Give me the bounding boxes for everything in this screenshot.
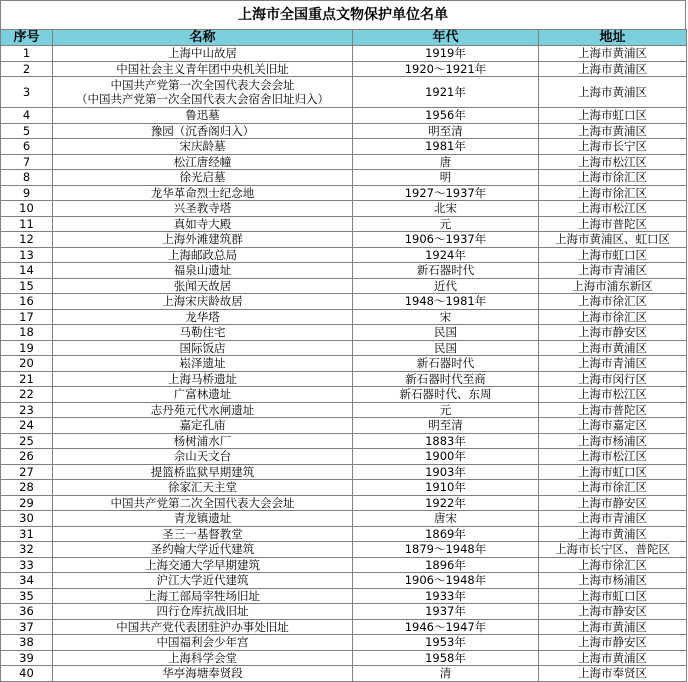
cell-no[interactable]: 25 [1, 433, 53, 449]
cell-name[interactable]: 福泉山遗址 [53, 263, 353, 279]
cell-no[interactable]: 33 [1, 557, 53, 573]
table-row [1, 309, 687, 325]
cell-no[interactable]: 17 [1, 309, 53, 325]
cell-address[interactable]: 上海市青浦区 [539, 263, 687, 279]
cell-no[interactable]: 4 [1, 108, 53, 124]
cell-no[interactable]: 29 [1, 495, 53, 511]
cell-no[interactable]: 15 [1, 278, 53, 294]
cell-name[interactable]: 广富林遗址 [53, 387, 353, 403]
cell-name[interactable]: 中国社会主义青年团中央机关旧址 [53, 61, 353, 77]
cell-no[interactable]: 39 [1, 650, 53, 666]
cell-era[interactable]: 新石器时代 [353, 356, 539, 372]
cell-era[interactable]: 明 [353, 170, 539, 186]
cell-name[interactable]: 中国福利会少年宫 [53, 635, 353, 651]
cell-no[interactable]: 22 [1, 387, 53, 403]
table-row [1, 201, 687, 217]
cell-no[interactable]: 32 [1, 542, 53, 558]
cell-address[interactable]: 上海市闵行区 [539, 371, 687, 387]
cell-address[interactable]: 上海市虹口区 [539, 108, 687, 124]
cell-era[interactable]: 民国 [353, 325, 539, 341]
table-row [1, 464, 687, 480]
cell-address[interactable]: 上海市杨浦区 [539, 433, 687, 449]
table-row [1, 154, 687, 170]
cell-name[interactable]: 上海工部局宰牲场旧址 [53, 588, 353, 604]
table-row [1, 480, 687, 496]
cell-address[interactable]: 上海市徐汇区 [539, 294, 687, 310]
cell-no[interactable]: 14 [1, 263, 53, 279]
table-row [1, 139, 687, 155]
cell-era[interactable]: 近代 [353, 278, 539, 294]
heritage-table [0, 29, 687, 682]
cell-no[interactable]: 5 [1, 123, 53, 139]
cell-address[interactable]: 上海市青浦区 [539, 356, 687, 372]
cell-no[interactable]: 20 [1, 356, 53, 372]
cell-address[interactable]: 上海市静安区 [539, 635, 687, 651]
table-row [1, 232, 687, 248]
cell-no[interactable]: 1 [1, 46, 53, 62]
cell-name[interactable]: 国际饭店 [53, 340, 353, 356]
cell-address[interactable]: 上海市黄浦区 [539, 619, 687, 635]
cell-name[interactable]: 上海邮政总局 [53, 247, 353, 263]
cell-era[interactable]: 1927～1937年 [353, 185, 539, 201]
cell-no[interactable]: 40 [1, 666, 53, 682]
cell-no[interactable]: 38 [1, 635, 53, 651]
cell-address[interactable]: 上海市松江区 [539, 387, 687, 403]
table-row [1, 650, 687, 666]
cell-era[interactable]: 北宋 [353, 201, 539, 217]
cell-era[interactable]: 民国 [353, 340, 539, 356]
cell-no[interactable]: 31 [1, 526, 53, 542]
table-row [1, 511, 687, 527]
cell-era[interactable]: 1920～1921年 [353, 61, 539, 77]
cell-no[interactable]: 23 [1, 402, 53, 418]
cell-address[interactable]: 上海市青浦区 [539, 511, 687, 527]
cell-era[interactable]: 明至清 [353, 123, 539, 139]
cell-address[interactable]: 上海市普陀区 [539, 216, 687, 232]
cell-address[interactable]: 上海市虹口区 [539, 464, 687, 480]
cell-era[interactable]: 1919年 [353, 46, 539, 62]
cell-no[interactable]: 27 [1, 464, 53, 480]
table-row [1, 666, 687, 682]
table-row [1, 387, 687, 403]
cell-no[interactable]: 3 [1, 77, 53, 108]
table-row [1, 123, 687, 139]
cell-address[interactable]: 上海市徐汇区 [539, 170, 687, 186]
cell-era[interactable]: 1937年 [353, 604, 539, 620]
cell-name[interactable] [53, 77, 353, 108]
cell-era[interactable]: 1879～1948年 [353, 542, 539, 558]
cell-era[interactable]: 1981年 [353, 139, 539, 155]
cell-name[interactable]: 上海外滩建筑群 [53, 232, 353, 248]
table-row [1, 402, 687, 418]
cell-name[interactable]: 杨树浦水厂 [53, 433, 353, 449]
cell-name[interactable]: 青龙镇遗址 [53, 511, 353, 527]
cell-no[interactable]: 37 [1, 619, 53, 635]
header-name[interactable]: 名称 [53, 30, 353, 46]
cell-name[interactable]: 徐家汇天主堂 [53, 480, 353, 496]
cell-address[interactable]: 上海市杨浦区 [539, 573, 687, 589]
cell-era[interactable]: 1948～1981年 [353, 294, 539, 310]
cell-no[interactable]: 6 [1, 139, 53, 155]
cell-name[interactable]: 龙华革命烈士纪念地 [53, 185, 353, 201]
cell-name[interactable]: 崧泽遗址 [53, 356, 353, 372]
cell-name[interactable]: 马勒住宅 [53, 325, 353, 341]
table-row [1, 495, 687, 511]
cell-address[interactable]: 上海市黄浦区 [539, 123, 687, 139]
table-row [1, 542, 687, 558]
cell-name[interactable]: 上海交通大学早期建筑 [53, 557, 353, 573]
table-row [1, 185, 687, 201]
cell-era[interactable]: 1869年 [353, 526, 539, 542]
cell-era[interactable]: 1922年 [353, 495, 539, 511]
table-row [1, 170, 687, 186]
cell-address[interactable]: 上海市静安区 [539, 325, 687, 341]
cell-no[interactable]: 13 [1, 247, 53, 263]
cell-name[interactable]: 佘山天文台 [53, 449, 353, 465]
cell-name[interactable]: 鲁迅墓 [53, 108, 353, 124]
table-row [1, 573, 687, 589]
cell-address[interactable]: 上海市黄浦区 [539, 61, 687, 77]
cell-no[interactable]: 9 [1, 185, 53, 201]
cell-name[interactable]: 四行仓库抗战旧址 [53, 604, 353, 620]
cell-no[interactable]: 28 [1, 480, 53, 496]
cell-era[interactable]: 1883年 [353, 433, 539, 449]
cell-no[interactable]: 34 [1, 573, 53, 589]
cell-era[interactable]: 清 [353, 666, 539, 682]
cell-name[interactable]: 志丹苑元代水闸遗址 [53, 402, 353, 418]
cell-address[interactable]: 上海市徐汇区 [539, 480, 687, 496]
table-row [1, 635, 687, 651]
cell-no[interactable]: 12 [1, 232, 53, 248]
cell-era[interactable]: 1906～1948年 [353, 573, 539, 589]
cell-no[interactable]: 18 [1, 325, 53, 341]
table-row [1, 449, 687, 465]
cell-name[interactable]: 华亭海塘奉贤段 [53, 666, 353, 682]
cell-address[interactable]: 上海市静安区 [539, 604, 687, 620]
cell-name[interactable]: 圣约翰大学近代建筑 [53, 542, 353, 558]
header-address[interactable]: 地址 [539, 30, 687, 46]
cell-no[interactable]: 7 [1, 154, 53, 170]
cell-era[interactable]: 新石器时代 [353, 263, 539, 279]
table-row [1, 77, 687, 108]
cell-era[interactable]: 1953年 [353, 635, 539, 651]
cell-name[interactable]: 真如寺大殿 [53, 216, 353, 232]
cell-name[interactable]: 张闻天故居 [53, 278, 353, 294]
table-row [1, 433, 687, 449]
cell-address[interactable]: 上海市黄浦区 [539, 526, 687, 542]
cell-era[interactable]: 新石器时代、东周 [353, 387, 539, 403]
table-row [1, 263, 687, 279]
cell-no[interactable]: 8 [1, 170, 53, 186]
cell-era[interactable]: 1903年 [353, 464, 539, 480]
header-era[interactable]: 年代 [353, 30, 539, 46]
cell-no[interactable]: 19 [1, 340, 53, 356]
cell-address[interactable]: 上海市徐汇区 [539, 309, 687, 325]
table-row [1, 247, 687, 263]
cell-era[interactable]: 1933年 [353, 588, 539, 604]
cell-address[interactable]: 上海市嘉定区 [539, 418, 687, 434]
table-row [1, 340, 687, 356]
cell-address[interactable]: 上海市虹口区 [539, 247, 687, 263]
cell-address[interactable]: 上海市长宁区、普陀区 [539, 542, 687, 558]
cell-era[interactable]: 1946～1947年 [353, 619, 539, 635]
cell-address[interactable]: 上海市奉贤区 [539, 666, 687, 682]
cell-name[interactable]: 徐光启墓 [53, 170, 353, 186]
cell-address[interactable]: 上海市长宁区 [539, 139, 687, 155]
table-row [1, 371, 687, 387]
header-row [1, 30, 687, 46]
cell-name[interactable]: 中国共产党第二次全国代表大会会址 [53, 495, 353, 511]
table-row [1, 604, 687, 620]
cell-name[interactable]: 上海科学会堂 [53, 650, 353, 666]
cell-name-line1: 中国共产党第一次全国代表大会会址 [110, 78, 295, 92]
cell-era[interactable]: 1906～1937年 [353, 232, 539, 248]
cell-name[interactable]: 兴圣教寺塔 [53, 201, 353, 217]
cell-address[interactable]: 上海市虹口区 [539, 588, 687, 604]
cell-no[interactable]: 26 [1, 449, 53, 465]
cell-address[interactable]: 上海市黄浦区 [539, 46, 687, 62]
cell-name[interactable]: 龙华塔 [53, 309, 353, 325]
cell-era[interactable]: 宋 [353, 309, 539, 325]
cell-era[interactable]: 唐宋 [353, 511, 539, 527]
table-row [1, 325, 687, 341]
cell-address[interactable]: 上海市徐汇区 [539, 557, 687, 573]
table-row [1, 108, 687, 124]
cell-address[interactable]: 上海市徐汇区 [539, 185, 687, 201]
table-row [1, 588, 687, 604]
cell-no[interactable]: 11 [1, 216, 53, 232]
table-row [1, 418, 687, 434]
sheet-title[interactable]: 上海市全国重点文物保护单位名单 [0, 0, 686, 29]
table-row [1, 216, 687, 232]
cell-era[interactable]: 1958年 [353, 650, 539, 666]
cell-name[interactable]: 上海马桥遗址 [53, 371, 353, 387]
cell-no[interactable]: 16 [1, 294, 53, 310]
cell-name[interactable]: 嘉定孔庙 [53, 418, 353, 434]
cell-name[interactable]: 宋庆龄墓 [53, 139, 353, 155]
cell-era[interactable]: 1921年 [353, 77, 539, 108]
cell-era[interactable]: 元 [353, 402, 539, 418]
cell-era[interactable]: 1910年 [353, 480, 539, 496]
cell-no[interactable]: 24 [1, 418, 53, 434]
cell-address[interactable]: 上海市静安区 [539, 495, 687, 511]
table-row [1, 61, 687, 77]
cell-name[interactable]: 中国共产党代表团驻沪办事处旧址 [53, 619, 353, 635]
cell-name[interactable]: 上海宋庆龄故居 [53, 294, 353, 310]
cell-no[interactable]: 21 [1, 371, 53, 387]
cell-address[interactable]: 上海市黄浦区 [539, 77, 687, 108]
cell-era[interactable]: 1924年 [353, 247, 539, 263]
cell-name[interactable]: 圣三一基督教堂 [53, 526, 353, 542]
cell-no[interactable]: 36 [1, 604, 53, 620]
cell-address[interactable]: 上海市松江区 [539, 154, 687, 170]
cell-name-line2: （中国共产党第一次全国代表大会宿舍旧址归入） [76, 92, 329, 106]
cell-era[interactable]: 新石器时代至商 [353, 371, 539, 387]
cell-name[interactable]: 豫园（沉香阁归入） [53, 123, 353, 139]
table-row [1, 619, 687, 635]
cell-name[interactable]: 沪江大学近代建筑 [53, 573, 353, 589]
table-row [1, 526, 687, 542]
header-no[interactable]: 序号 [1, 30, 53, 46]
cell-address[interactable]: 上海市黄浦区 [539, 340, 687, 356]
cell-no[interactable]: 35 [1, 588, 53, 604]
cell-address[interactable]: 上海市松江区 [539, 201, 687, 217]
table-body [1, 46, 687, 682]
cell-address[interactable]: 上海市黄浦区 [539, 650, 687, 666]
cell-era[interactable]: 1896年 [353, 557, 539, 573]
cell-address[interactable]: 上海市浦东新区 [539, 278, 687, 294]
cell-name[interactable]: 提篮桥监狱早期建筑 [53, 464, 353, 480]
cell-address[interactable]: 上海市松江区 [539, 449, 687, 465]
table-row [1, 356, 687, 372]
table-row [1, 294, 687, 310]
cell-era[interactable]: 1956年 [353, 108, 539, 124]
table-row [1, 278, 687, 294]
cell-era[interactable]: 唐 [353, 154, 539, 170]
cell-no[interactable]: 30 [1, 511, 53, 527]
table-row [1, 46, 687, 62]
cell-name[interactable]: 上海中山故居 [53, 46, 353, 62]
cell-no[interactable]: 2 [1, 61, 53, 77]
cell-address[interactable]: 上海市普陀区 [539, 402, 687, 418]
cell-era[interactable]: 元 [353, 216, 539, 232]
cell-address[interactable]: 上海市黄浦区、虹口区 [539, 232, 687, 248]
cell-name[interactable]: 松江唐经幢 [53, 154, 353, 170]
table-row [1, 557, 687, 573]
cell-era[interactable]: 1900年 [353, 449, 539, 465]
cell-era[interactable]: 明至清 [353, 418, 539, 434]
cell-no[interactable]: 10 [1, 201, 53, 217]
